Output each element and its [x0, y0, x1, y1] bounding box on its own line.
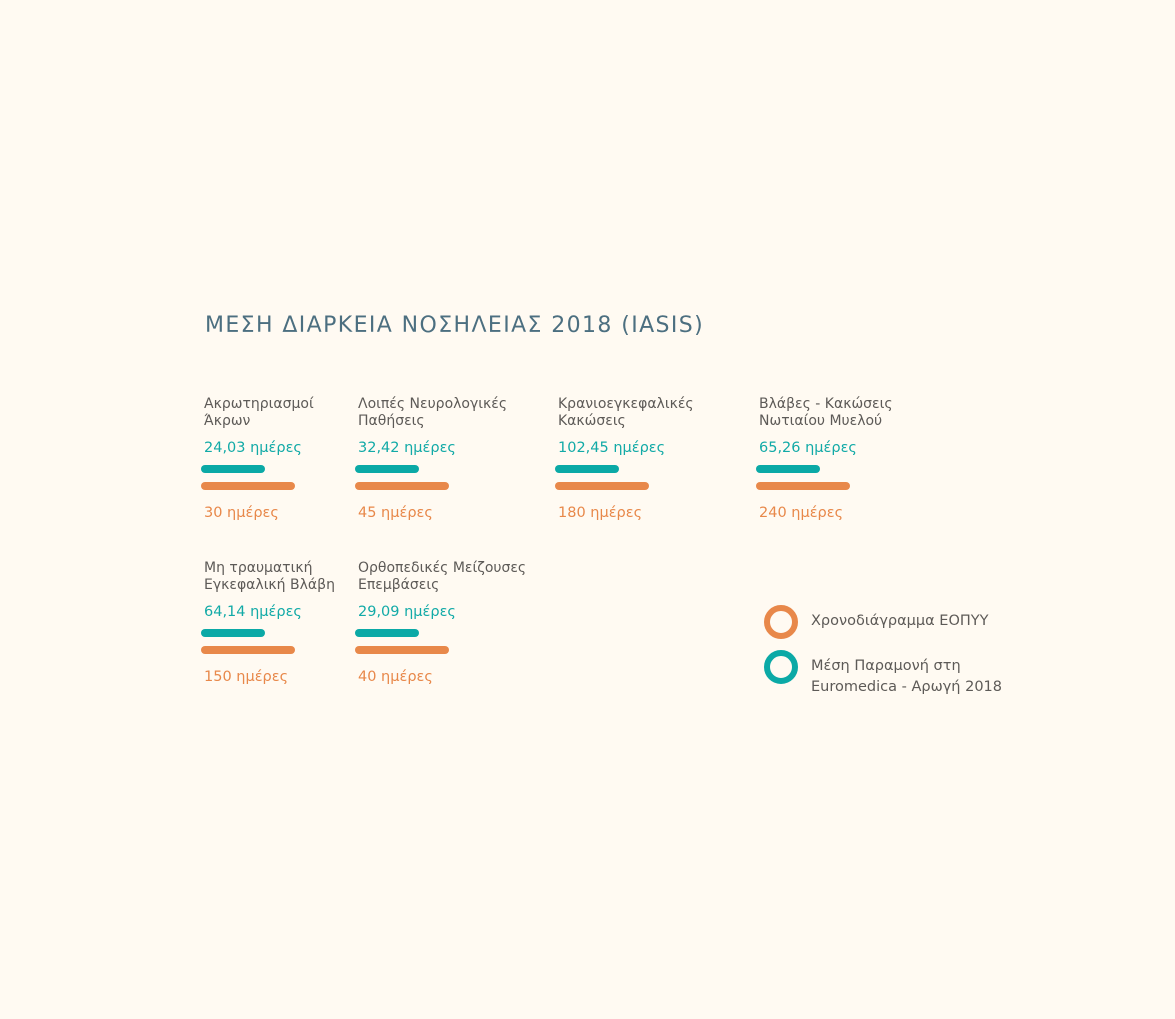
chart-item: [355, 396, 555, 536]
legend-entry-target: [764, 605, 1064, 655]
item-label-line1: Μη τραυματική: [204, 560, 313, 576]
item-label: [558, 396, 748, 430]
item-label-line2: Παθήσεις: [358, 413, 425, 429]
item-target-value: 240 ημέρες: [759, 505, 844, 521]
item-actual-value: 29,09 ημέρες: [358, 604, 456, 620]
item-target-value: 150 ημέρες: [204, 669, 289, 685]
chart-item: [756, 396, 956, 536]
item-target-value: 40 ημέρες: [358, 669, 433, 685]
legend-label-target: Χρονοδιάγραμμα ΕΟΠΥΥ: [811, 613, 989, 629]
legend-ring-target-icon: [764, 605, 798, 639]
item-target-value: 180 ημέρες: [558, 505, 643, 521]
bar-actual: [201, 629, 265, 637]
item-label-line1: Ακρωτηριασμοί: [204, 396, 314, 412]
bar-actual: [355, 629, 419, 637]
legend-label-actual-line1: Μέση Παραμονή στη: [811, 658, 961, 674]
legend-label-actual-line2: Euromedica - Αρωγή 2018: [811, 679, 1002, 695]
bar-actual: [555, 465, 619, 473]
item-target-value: 45 ημέρες: [358, 505, 433, 521]
item-actual-value: 32,42 ημέρες: [358, 440, 456, 456]
item-label-line1: Λοιπές Νευρολογικές: [358, 396, 508, 412]
item-label: [759, 396, 949, 430]
item-actual-value: 102,45 ημέρες: [558, 440, 666, 456]
item-label-line2: Κακώσεις: [558, 413, 626, 429]
item-label-line2: Εγκεφαλική Βλάβη: [204, 577, 335, 593]
item-label: [358, 560, 548, 594]
bar-target: [201, 646, 295, 654]
item-label-line1: Βλάβες - Κακώσεις: [759, 396, 893, 412]
chart-item: [555, 396, 755, 536]
bar-actual: [756, 465, 820, 473]
item-label-line1: Ορθοπεδικές Μείζουσες: [358, 560, 527, 576]
legend-label-actual: [811, 656, 1041, 698]
legend-ring-actual-icon: [764, 650, 798, 684]
item-actual-value: 64,14 ημέρες: [204, 604, 302, 620]
chart-item: [355, 560, 555, 700]
item-label: [358, 396, 548, 430]
bar-target: [355, 482, 449, 490]
item-label-line2: Επεμβάσεις: [358, 577, 440, 593]
bar-target: [355, 646, 449, 654]
item-label-line2: Άκρων: [204, 413, 251, 429]
bar-actual: [201, 465, 265, 473]
bar-target: [756, 482, 850, 490]
item-label-line2: Νωτιαίου Μυελού: [759, 413, 883, 429]
legend-entry-actual: [764, 650, 1064, 700]
item-target-value: 30 ημέρες: [204, 505, 279, 521]
bar-target: [555, 482, 649, 490]
item-actual-value: 24,03 ημέρες: [204, 440, 302, 456]
item-actual-value: 65,26 ημέρες: [759, 440, 857, 456]
bar-target: [201, 482, 295, 490]
item-label-line1: Κρανιοεγκεφαλικές: [558, 396, 694, 412]
chart-title: ΜΕΣΗ ΔΙΑΡΚΕΙΑ ΝΟΣΗΛΕΙΑΣ 2018 (IASIS): [205, 313, 705, 338]
bar-actual: [355, 465, 419, 473]
